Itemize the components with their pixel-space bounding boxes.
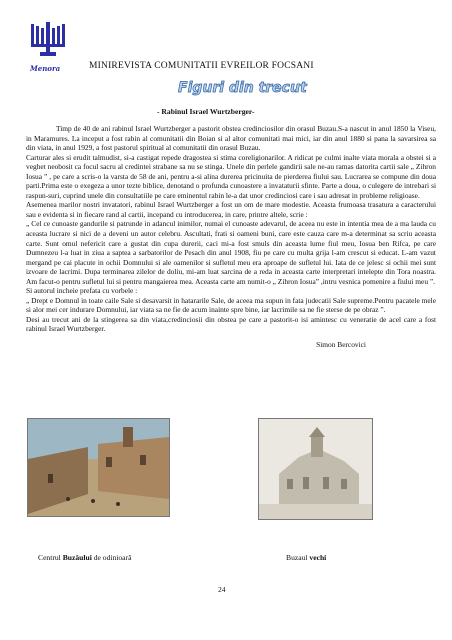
paragraph: Timp de 40 de ani rabinul Israel Wurtzberger a pastorit obstea credinciosilor din orasul Buzau.S-a nascut in anul 1850 la Viseu, in Maramures. La inceput a fost rabin al comunitatii din Boian si al altor comunitati mai mici, iar din anul 1880 si pana la savarsirea sa din viata, in anul 1929, a fost pastorul spiritual al comunitatii din orasul Buzau. (26, 124, 436, 153)
logo-text: Menora (30, 64, 61, 73)
page-header (26, 20, 446, 80)
article-body (26, 124, 436, 350)
paragraph: Si autorul incheie prefata cu vorbele : (26, 286, 138, 296)
paragraph: Asemenea marilor nostri invatatori, rabinul Israel Wurtzberger a fost un om de mare modestie. Aceasta frumoasa trasatura a caracterului sau e evidenta si in fiecare rand al cartii, incepand cu introducerea, in care, printre altele, scrie : (26, 200, 436, 219)
signature: Simon Bercovici (316, 340, 366, 350)
old-buzau-building-photo (258, 418, 373, 520)
banner-text: Figuri din trecut (178, 80, 307, 96)
menora-logo (26, 20, 70, 80)
old-buzau-center-photo (27, 418, 170, 517)
paragraph: Carturar ales si erudit talmudist, si-a castigat repede dragostea si stima coreligionarilor. A ridicat pe culmi inalte viata morala a obstei si a veghet neobosit ca focul sacru al credintei strabane sa nu se stinga. Unele din perlele gandirii sale ne-au ramas datorita cartii sale „ Zihron Iosua ” , pe care a scris-o la varsta de 58 de ani, pentru a-si alina durerea pricinuita de pierderea fiului sau. Lucrarea se compune din doua parti.Prima este o exegeza a unor tezte biblice, denotand o profunda cunoastere a invataturii sfinte. Parte a doua, o culegere de intrebari si raspun-suri, cuprind unele din consultatiile pe care eminentul rabin le-a dat unor credinciosi care i sau adresat in probleme religioase. (26, 152, 436, 200)
page-number: 24 (218, 585, 226, 594)
caption-text: Centrul (38, 553, 63, 562)
left-photo-caption (38, 553, 131, 562)
article-subtitle: - Rabinul Israel Wurtzberger- (157, 107, 255, 116)
caption-text: Buzaul (286, 553, 310, 562)
magazine-title: MINIREVISTA COMUNITATII EVREILOR FOCSANI (89, 61, 314, 71)
caption-bold: Buzăului (62, 553, 92, 562)
section-banner (176, 76, 307, 98)
paragraph: Desi au trecut ani de la stingerea sa din viata,credinciosii din obstea pe care a pastorit-o isi amintesc cu veneratie de acel care a fost rabinul Israel Wurtzberger. (26, 314, 436, 334)
right-photo-caption (286, 553, 326, 562)
caption-text: de odinioară (91, 553, 132, 562)
menorah-icon (26, 20, 70, 64)
quote-paragraph: „ Drept e Domnul in toate caile Sale si desavarsit in hatararile Sale, de aceea ma supun in fata judecatii Sale supreme.Pentru pacatele mele si alor mei cer indurare Domnului, iar viata sa ne fie de acum inainte spre bine, iar lacrimile sa ne fie sterse de pe obraz ”. (26, 295, 436, 315)
quote-paragraph: „ Cel ce cunoaste gandurile si patrunde in adancul inimilor, numai el cunoaste adevarul, de aceea nu este in intentia mea de a ma lauda cu aceasta lucrare si nici de a deveni un autor celebru. Ascultati, frati si oameni buni, care este cauza care m-a determinat sa scriu aceasta carte. Sunt omul nefericit care a gustat din cupa durerii, caci mi-a fost smuls din aceasta lume fiul meu, Iosua ben Rifca, pe care Dumnezeu l-a luat in ziua a saptea a sarbatorilor de Pesach din anul 1908, fiu pe care cu multa grija l-am crescut si educat. L-am vazut mergand pe cai placute in ochii Domnului si ale oamenilor si sufletul meu era aproape de sufletul lui. Iata de ce jelesc si ochii mei sunt izvoare de lacrimi. Dupa terminarea zilelor de doliu, mi-am luat sarcina de a reda in aceasta carte interpretari intelepte din Tora noastra. Am facut-o pentru sufletul lui si pentru mangaierea mea. Aceasta carte am numit-o „ Zihron Iosua” ,intru vesnica pomenire a fiului meu ”. (26, 219, 436, 286)
caption-bold: vechi (309, 553, 327, 562)
